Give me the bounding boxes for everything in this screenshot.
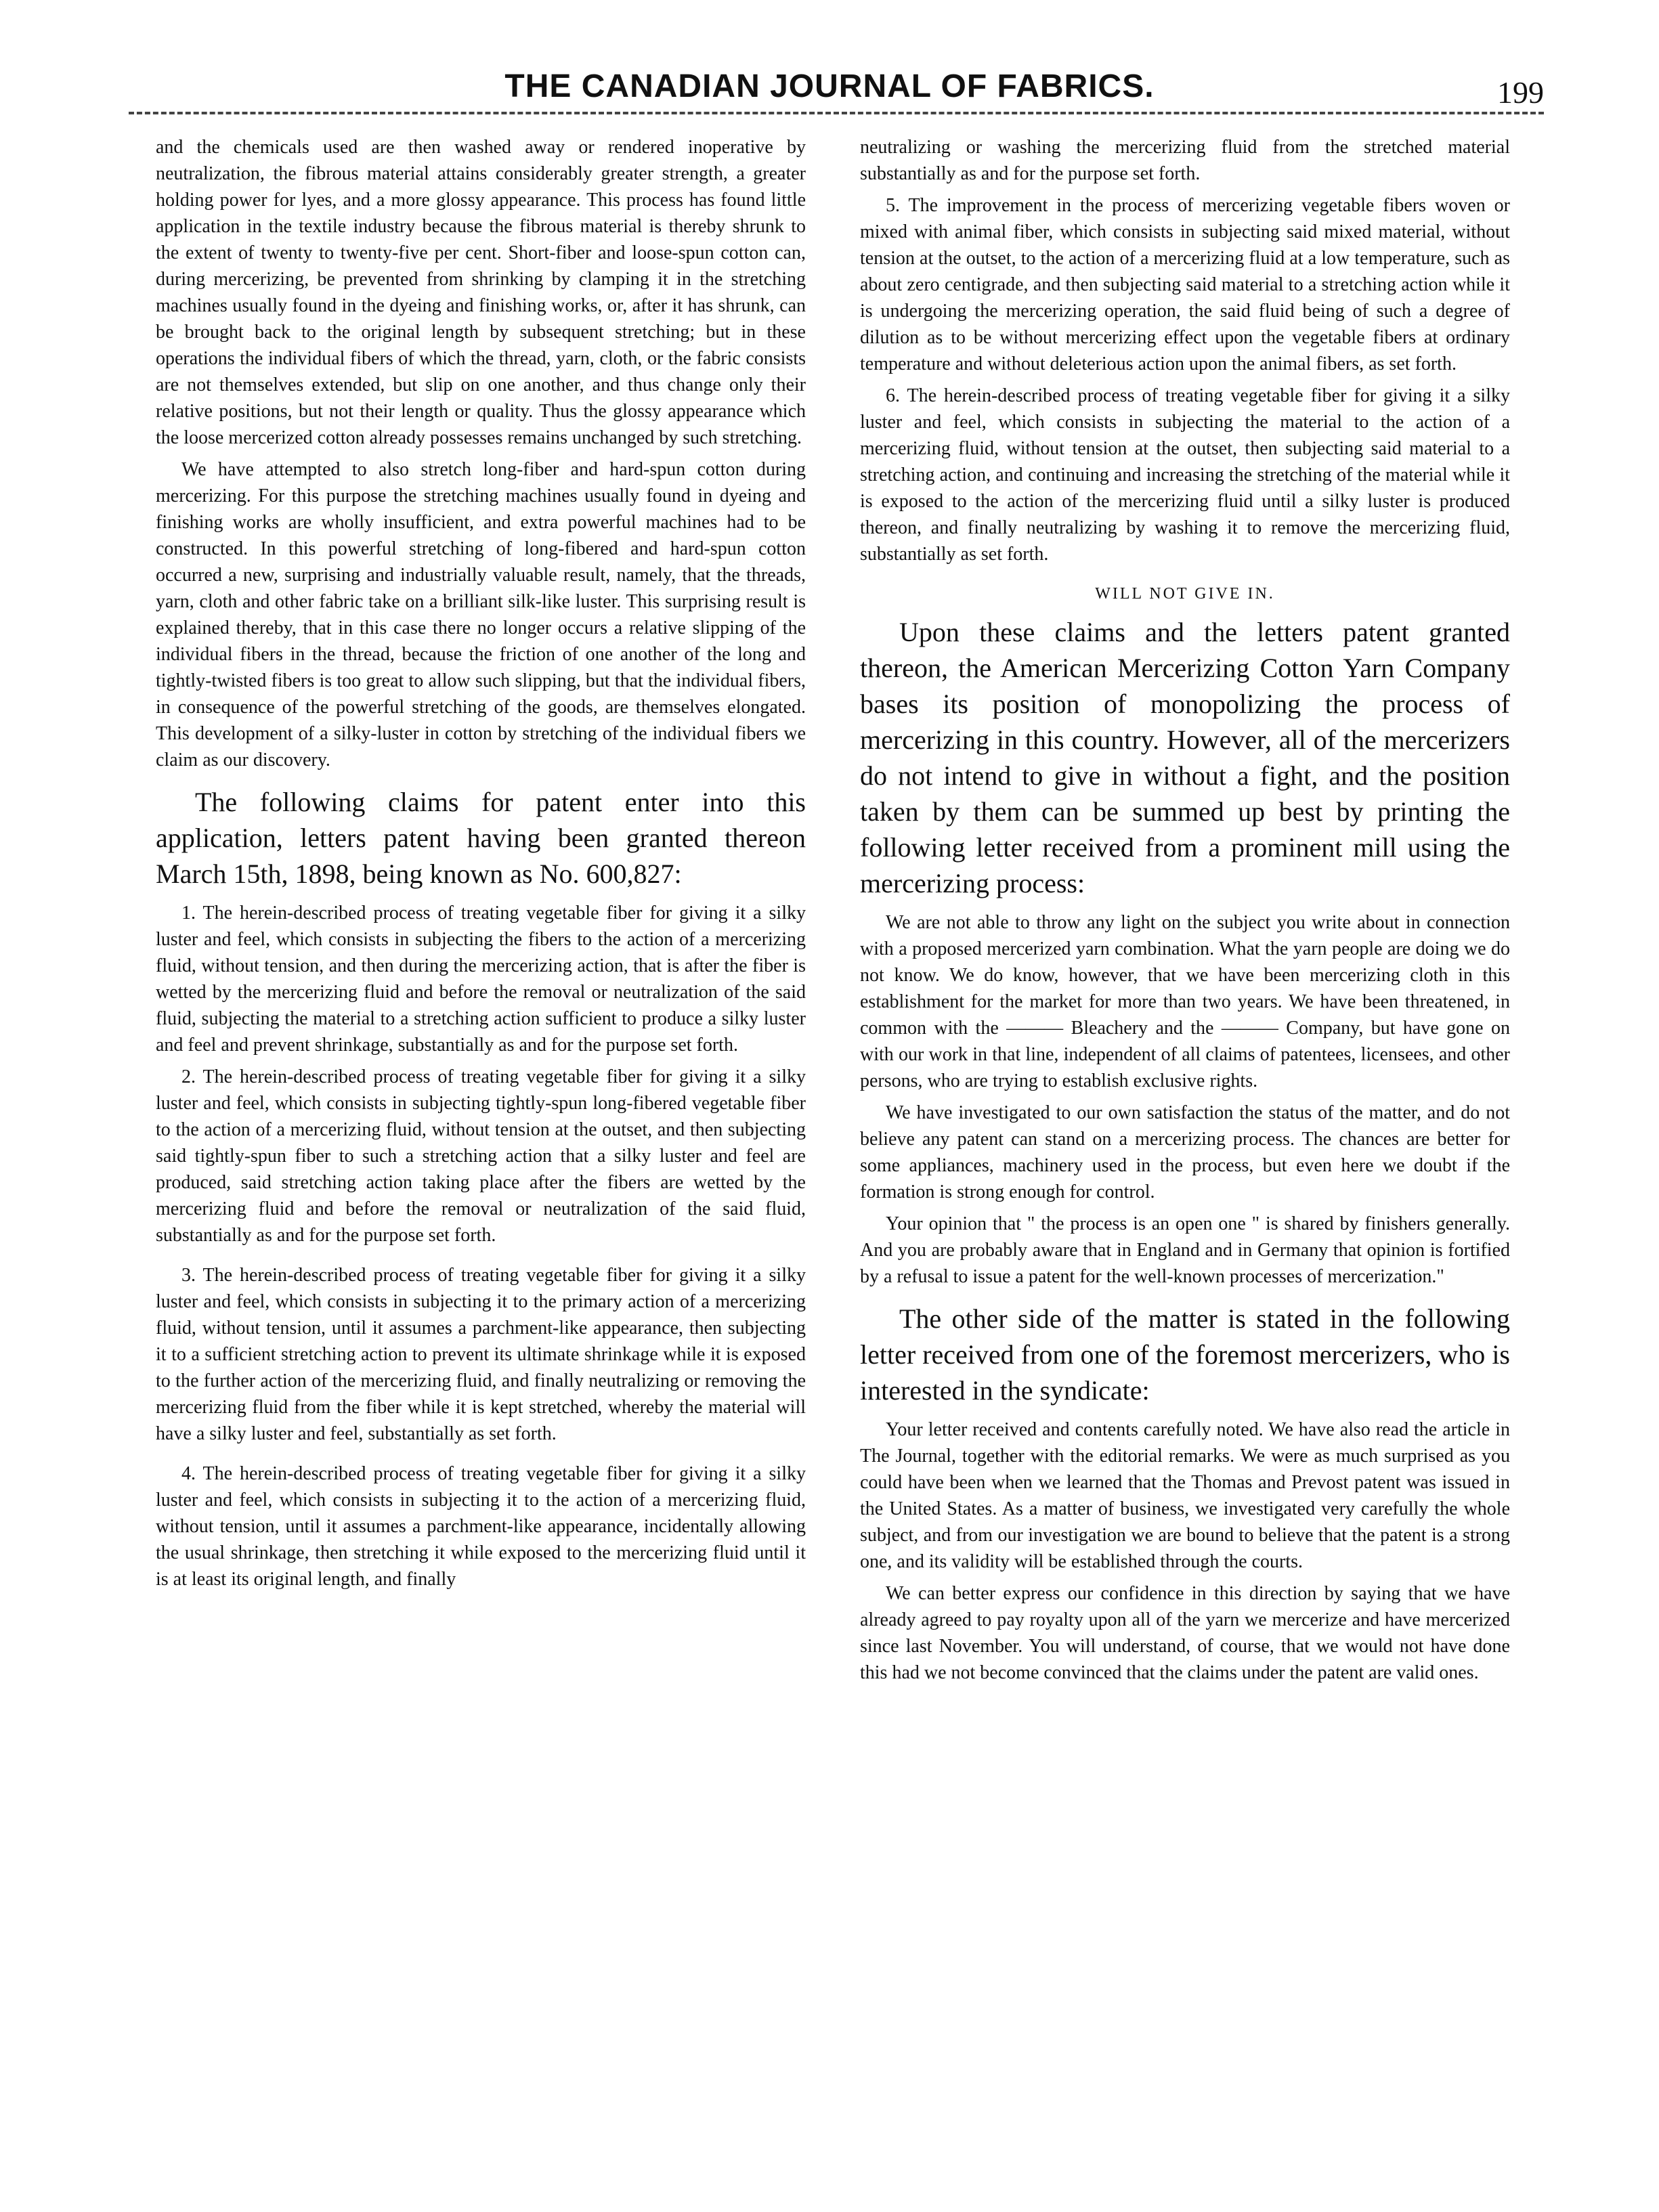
paragraph-continued: and the chemicals used are then washed away or rendered inoperative by neutralization, the fibrous material attains considerably greater strength, a greater holding power for lyes, and a more glossy appearance. This process has found little application in the textile industry because the fibrous material is thereby shrunk to the extent of twenty to twenty-five per cent. Short-fiber and loose-spun cotton can, during mercerizing, be prevented from shrinking by clamping it in the stretching machines usually found in the dyeing and finishing works, or, after it has shrunk, can be brought back to the original length by subsequent stretching; but in these operations the individual fibers of which the thread, yarn, cloth, or the fabric consists are not themselves extended, but slip on one another, and thus change only their relative positions, but not their length or quality. Thus the glossy appearance which the loose mercerized cotton already possesses remains unchanged by such stretching. [156,137,806,448]
letter-2-paragraph-1: Your letter received and contents carefully noted. We have also read the article in The Journal, together with the editorial remarks. We were as much surprised as you could have been when we learned that the Thomas and Prevost patent was issued in the United States. As a matter of business, we investigated very carefully the whole subject, and from our investigation we are bound to believe that the patent is a strong one, and its validity will be established through the courts. [860,1419,1510,1572]
patent-claim-3: 3. The herein-described process of treating vegetable fiber for giving it a silky luster and feel, which consists in subjecting it to the primary action of a mercerizing fluid, without tension, until it assumes a parchment-like appearance, then subjecting it to a sufficient stretching action to prevent its ultimate shrinkage while it is exposed to the further action of the mercerizing fluid, and finally neutralizing or removing the mercerizing fluid from the fiber while it is kept stretched, whereby the material will have a silky luster and feel, substantially as set forth. [156,1265,806,1444]
letter-1-paragraph-2: We have investigated to our own satisfaction the status of the matter, and do not believe any patent can stand on a mercerizing process. The chances are better for some appliances, machinery used in the process, but even here we doubt if the formation is strong enough for control. [860,1102,1510,1202]
left-column [156,134,806,1592]
page-header [0,68,1659,115]
right-column [860,134,1510,1686]
syndicate-introduction: The other side of the matter is stated in the following letter received from one of the foremost mercerizers, who is interested in the syndicate: [860,1303,1510,1406]
letter-1-paragraph-1: We are not able to throw any light on the subject you write about in connection with a proposed mercerized yarn combination. What the yarn people are doing we do not know. We do know, however, that we have been mercerizing cloth in this establishment for the market for more than two years. We have been threatened, in common with the ——— Bleachery and the ——— Company, but have gone on with our work in that line, independent of all claims of patentees, licensees, and other persons, who are trying to establish exclusive rights. [860,912,1510,1091]
claims-introduction: The following claims for patent enter into this application, letters patent having been granted thereon March 15th, 1898, being known as No. 600,827: [156,787,806,889]
paragraph-stretching-discovery: We have attempted to also stretch long-fiber and hard-spun cotton during mercerizing. For this purpose the stretching machines usually found in dyeing and finishing works are wholly insufficient, and extra powerful machines had to be constructed. In this powerful stretching of long-fibered and hard-spun cotton occurred a new, surprising and industrially valuable result, namely, that the threads, yarn, cloth and other fabric take on a brilliant silk-like luster. This surprising result is explained thereby, that in this case there no longer occurs a relative slipping of the individual fibers in the thread, because the friction of one another of the long and tightly-twisted fibers is too great to allow such slipping, but that the individual fibers, in consequence of the powerful stretching of the goods, are themselves elongated. This development of a silky-luster in cotton by stretching of the individual fibers we claim as our discovery. [156,459,806,771]
patent-claim-4-continued: neutralizing or washing the mercerizing fluid from the stretched material substantially as and for the purpose set forth. [860,137,1510,184]
patent-claim-1: 1. The herein-described process of treating vegetable fiber for giving it a silky luster and feel, which consists in subjecting the fibers to the action of a mercerizing fluid, without tension, and then during the mercerizing action, that is after the fiber is wetted by the mercerizing fluid and before the removal or neutralization of the said fluid, subjecting the material to a stretching action sufficient to produce a silky luster and feel and prevent shrinkage, substantially as and for the purpose set forth. [156,903,806,1056]
patent-claim-6: 6. The herein-described process of treating vegetable fiber for giving it a silky luster and feel, which consists in subjecting the material to the action of a mercerizing fluid, without tension at the outset, then subjecting said material to a stretching action, and continuing and increasing the stretching of the material while it is exposed to the action of the mercerizing fluid until a silky luster is produced thereon, and finally neutralizing by washing it to remove the mercerizing fluid, substantially as set forth. [860,385,1510,565]
letter-2-paragraph-2: We can better express our confidence in this direction by saying that we have already agreed to pay royalty upon all of the yarn we mercerize and have mercerized since last November. You will understand, of course, that we would not have done this had we not become convinced that the claims under the patent are valid ones. [860,1583,1510,1683]
section-heading: WILL NOT GIVE IN. [1095,585,1275,603]
monopoly-introduction: Upon these claims and the letters patent granted thereon, the American Mercerizing Cotton Yarn Company bases its position of monopolizing the process of mercerizing in this country. However, all of the mercerizers do not intend to give in without a fight, and the position taken by them can be summed up best by printing the following letter received from a prominent mill using the mercerizing process: [860,617,1510,898]
letter-1-paragraph-3: Your opinion that " the process is an open one " is shared by finishers generally. And you are probably aware that in England and in Germany that opinion is fortified by a refusal to issue a patent for the well-known processes of mercerization." [860,1213,1510,1287]
patent-claim-4: 4. The herein-described process of treating vegetable fiber for giving it a silky luster and feel, which consists in subjecting it to the action of a mercerizing fluid, without tension, until it assumes a parchment-like appearance, incidentally allowing the usual shrinkage, then stretching it while exposed to the mercerizing fluid until it is at least its original length, and finally [156,1463,806,1590]
page-number: 199 [1497,75,1544,110]
patent-claim-2: 2. The herein-described process of treating vegetable fiber for giving it a silky luster and feel, which consists in subjecting tightly-spun long-fibered vegetable fiber to the action of a mercerizing fluid, without tension at the outset, and then subjecting said tightly-spun fiber to such a stretching action that a silky luster and feel are produced, said stretching action taking place after the fibers are wetted by the mercerizing fluid and before the removal or neutralization of the said fluid, substantially as and for the purpose set forth. [156,1066,806,1246]
header-rule [129,112,1544,114]
patent-claim-5: 5. The improvement in the process of mercerizing vegetable fibers woven or mixed with animal fiber, which consists in subjecting said mixed material, without tension at the outset, to the action of a mercerizing fluid at a low temperature, such as about zero centigrade, and then subjecting said material to a stretching action while it is undergoing the mercerizing operation, the said fluid being of such a degree of dilution as to be without mercerizing effect upon the vegetable fibers at ordinary temperature and without deleterious action upon the animal fibers, as set forth. [860,195,1510,374]
journal-title: THE CANADIAN JOURNAL OF FABRICS. [504,68,1155,104]
